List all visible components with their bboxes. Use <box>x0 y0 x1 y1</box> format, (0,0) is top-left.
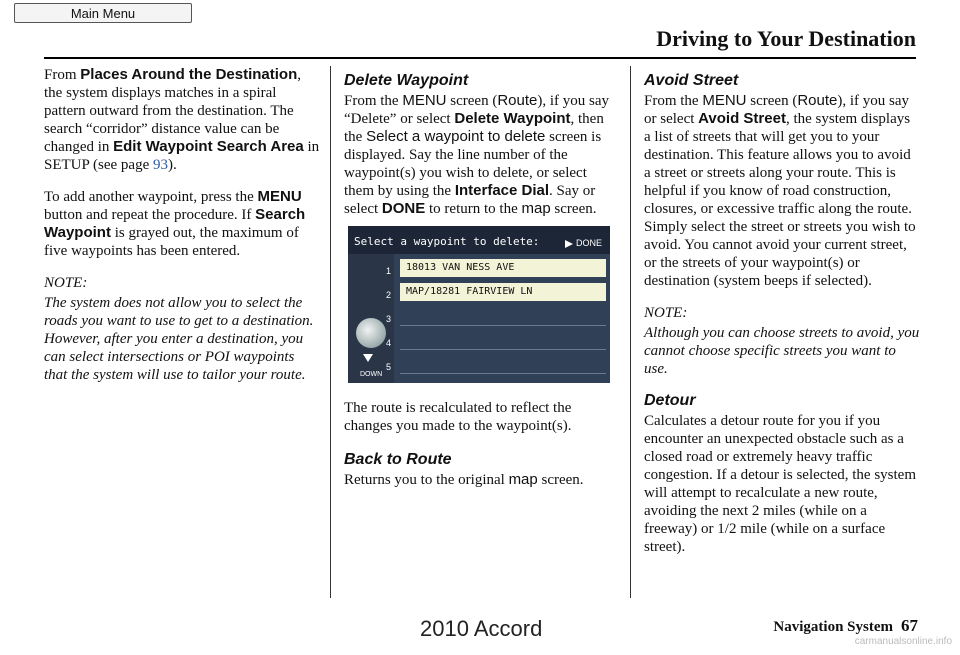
screen-title: Select a waypoint to delete: <box>354 235 540 248</box>
navigation-screen-image <box>348 226 610 383</box>
column-divider-2 <box>630 66 631 598</box>
interface-dial-icon <box>356 318 386 348</box>
model-label: 2010 Accord <box>420 616 543 641</box>
note-text: Although you can choose streets to avoid, you cannot choose specific streets you want to use. <box>644 325 920 377</box>
section-heading-detour: Detour <box>644 392 696 409</box>
done-button: DONE <box>565 234 602 252</box>
waypoint-number: 4 <box>386 338 392 348</box>
screen-title-bar <box>348 226 610 254</box>
page-number: 67 <box>901 616 918 635</box>
waypoint-number: 3 <box>386 314 392 324</box>
column-1 <box>44 66 320 398</box>
section-heading-back-to-route: Back to Route <box>344 451 452 468</box>
waypoint-number: 2 <box>386 290 392 300</box>
page-title: Driving to Your Destination <box>656 26 916 51</box>
header-rule <box>44 57 916 59</box>
watermark: carmanualsonline.info <box>854 636 952 647</box>
waypoint-row <box>400 307 606 326</box>
down-arrow-icon <box>363 354 373 362</box>
column-divider-1 <box>330 66 331 598</box>
waypoint-number: 1 <box>386 266 392 276</box>
delete-waypoint-paragraph: From the MENU screen (Route), if you say “Delete” or select Delete Waypoint, then the Select a waypoint to delete screen is displayed. Say the line number of the waypoint(s) you wish to delete, or select them by using the Interface Dial. Say or select DONE to return to the map screen. <box>344 92 610 217</box>
section-heading-avoid-street: Avoid Street <box>644 72 739 89</box>
waypoint-row: 18013 VAN NESS AVE <box>400 259 606 277</box>
back-to-route-paragraph: Returns you to the original map screen. <box>344 471 584 488</box>
note-text: The system does not allow you to select the roads you want to use to get to a destination. However, after you enter a destination, you can select intersections or POI waypoints that the system will use to tailor your route. <box>44 295 314 383</box>
down-label: DOWN <box>360 371 383 378</box>
note-title: NOTE: <box>44 275 88 291</box>
column-2 <box>344 66 620 503</box>
column-3 <box>644 66 920 570</box>
play-icon <box>565 240 573 248</box>
section-heading-delete-waypoint: Delete Waypoint <box>344 72 469 89</box>
footer-section: Navigation System 67 <box>773 616 918 635</box>
waypoint-row <box>400 355 606 374</box>
waypoint-row: MAP/18281 FAIRVIEW LN <box>400 283 606 301</box>
note-title: NOTE: <box>644 305 688 321</box>
detour-paragraph: Calculates a detour route for you if you encounter an unexpected obstacle such as a closed road or extremely heavy traffic congestion. If a detour is selected, the system will attempt to recalculate a new route, avoiding the next 2 miles (while on a freeway) or 1/2 mile (while on a surface street). <box>644 413 917 555</box>
places-around-paragraph: From Places Around the Destination, the system displays matches in a spiral pattern outward from the destination. The search “corridor” distance value can be changed in Edit Waypoint Search Area in SETUP (see page 93). <box>44 66 320 173</box>
recalculated-paragraph: The route is recalculated to reflect the changes you made to the waypoint(s). <box>344 400 572 434</box>
waypoint-row <box>400 331 606 350</box>
waypoint-number: 5 <box>386 362 392 372</box>
page-link[interactable]: 93 <box>153 157 168 173</box>
add-waypoint-paragraph: To add another waypoint, press the MENU button and repeat the procedure. If Search Waypoint is grayed out, the maximum of five waypoints has been entered. <box>44 188 306 259</box>
main-menu-button[interactable]: Main Menu <box>14 3 192 23</box>
avoid-street-paragraph: From the MENU screen (Route), if you say or select Avoid Street, the system displays a list of streets that will get you to your destination. This feature allows you to avoid a street or streets along your route. This is helpful if you know of road construction, closures, or excessive traffic along the route. Simply select the street or streets you wish to avoid. You cannot avoid your current street, or the streets of your waypoint(s) or destination (system beeps if selected). <box>644 92 916 289</box>
